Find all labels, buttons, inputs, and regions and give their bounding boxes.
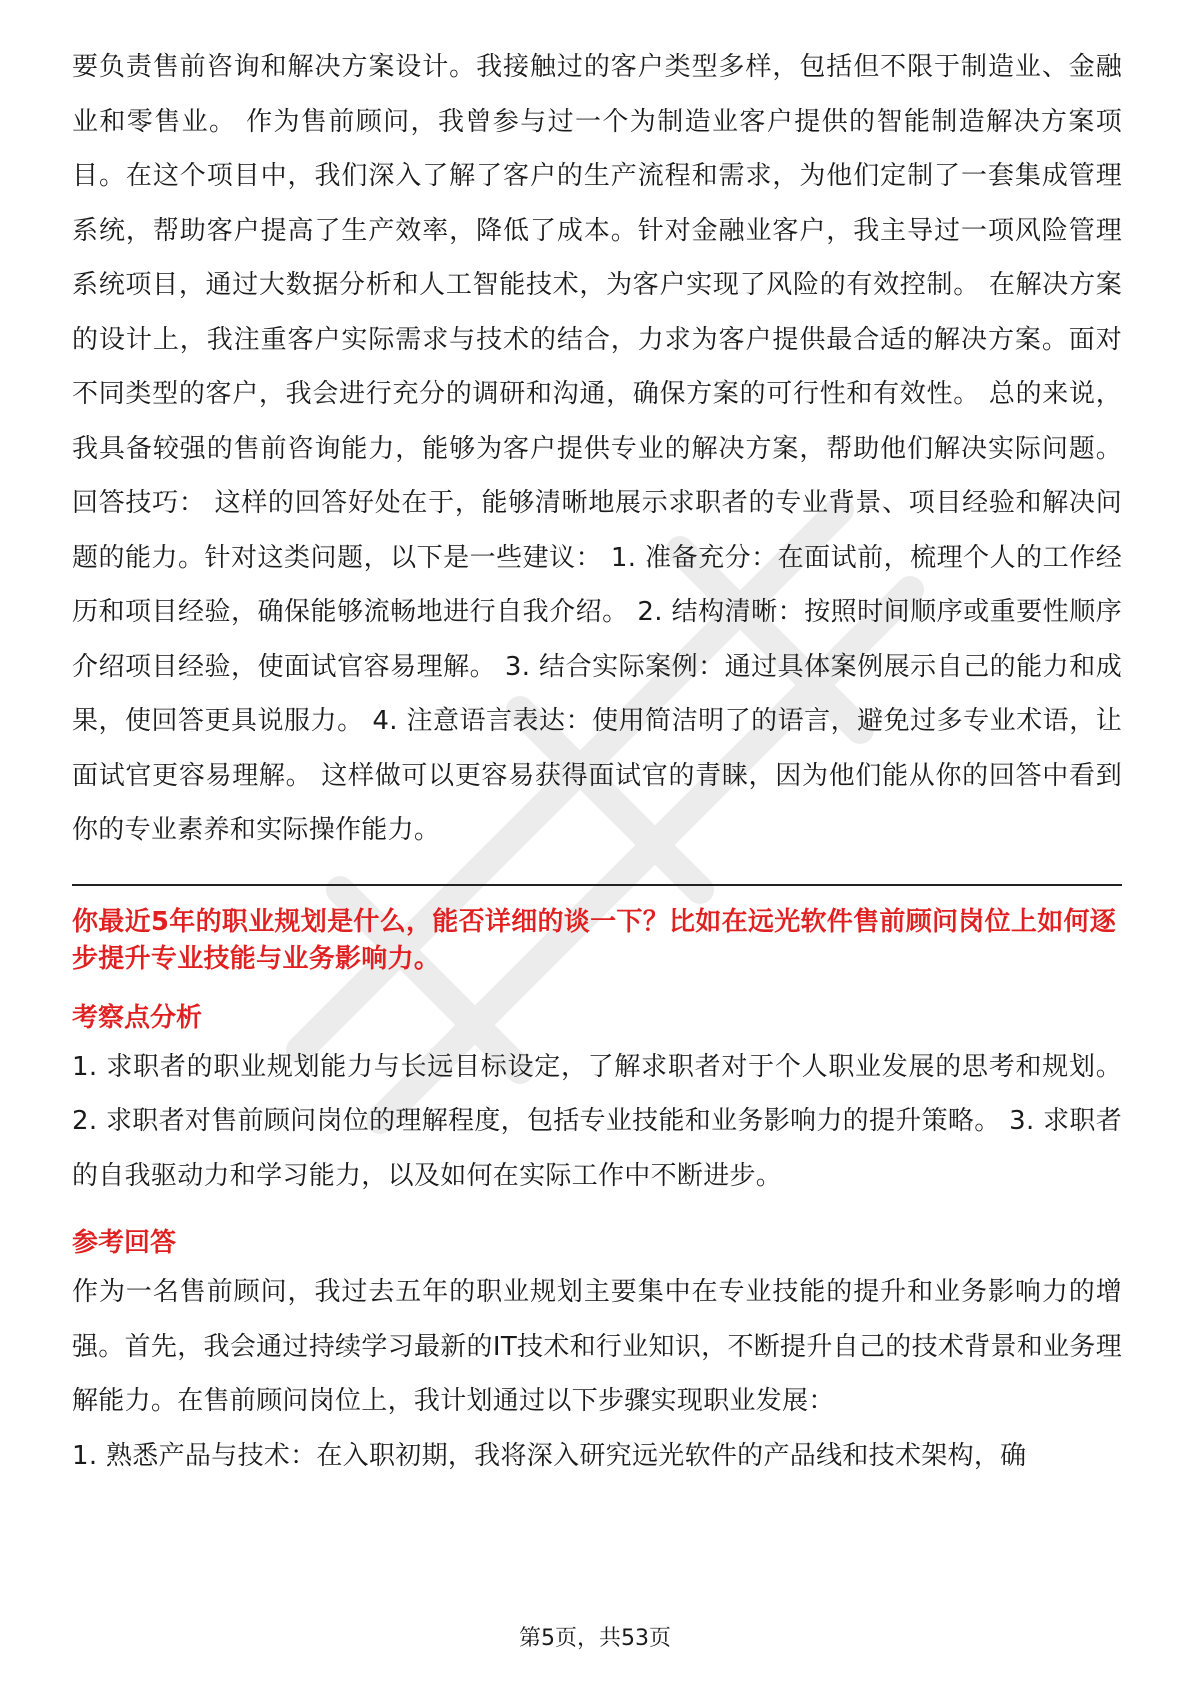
answer-heading: 参考回答: [72, 1228, 177, 1258]
page-number-footer: 第5页，共53页: [519, 1626, 671, 1651]
analysis-paragraph: 1. 求职者的职业规划能力与长远目标设定，了解求职者对于个人职业发展的思考和规划。 2. 求职者对售前顾问岗位的理解程度，包括专业技能和业务影响力的提升策略。 3. 求职者的自我驱动力和学习能力，以及如何在实际工作中不断进步。: [72, 1051, 1122, 1191]
answer-list-item: 1. 熟悉产品与技术：在入职初期，我将深入研究远光软件的产品线和技术架构，确: [72, 1440, 1027, 1471]
analysis-heading: 考察点分析: [72, 1002, 203, 1033]
interview-question: 你最近5年的职业规划是什么，能否详细的谈一下？比如在远光软件售前顾问岗位上如何逐步提升专业技能与业务影响力。: [72, 906, 1117, 974]
intro-paragraph: 要负责售前咨询和解决方案设计。我接触过的客户类型多样，包括但不限于制造业、金融业和零售业。 作为售前顾问，我曾参与过一个为制造业客户提供的智能制造解决方案项目。在这个项目中，我们深入了解了客户的生产流程和需求，为他们定制了一套集成管理系统，帮助客户提高了生产效率，降低了成本。针对金融业客户，我主导过一项风险管理系统项目，通过大数据分析和人工智能技术，为客户实现了风险的有效控制。 在解决方案的设计上，我注重客户实际需求与技术的结合，力求为客户提供最合适的解决方案。面对不同类型的客户，我会进行充分的调研和沟通，确保方案的可行性和有效性。 总的来说，我具备较强的售前咨询能力，能够为客户提供专业的解决方案，帮助他们解决实际问题。 回答技巧： 这样的回答好处在于，能够清晰地展示求职者的专业背景、项目经验和解决问题的能力。针对这类问题，以下是一些建议： 1. 准备充分：在面试前，梳理个人的工作经历和项目经验，确保能够流畅地进行自我介绍。 2. 结构清晰：按照时间顺序或重要性顺序介绍项目经验，使面试官容易理解。 3. 结合实际案例：通过具体案例展示自己的能力和成果，使回答更具说服力。 4. 注意语言表达：使用简洁明了的语言，避免过多专业术语，让面试官更容易理解。 这样做可以更容易获得面试官的青睐，因为他们能从你的回答中看到你的专业素养和实际操作能力。: [72, 52, 1122, 845]
main-content: [72, 40, 1122, 1483]
section-divider: [72, 884, 1122, 886]
answer-paragraph: 作为一名售前顾问，我过去五年的职业规划主要集中在专业技能的提升和业务影响力的增强。首先，我会通过持续学习最新的IT技术和行业知识，不断提升自己的技术背景和业务理解能力。在售前顾问岗位上，我计划通过以下步骤实现职业发展：: [72, 1277, 1122, 1416]
